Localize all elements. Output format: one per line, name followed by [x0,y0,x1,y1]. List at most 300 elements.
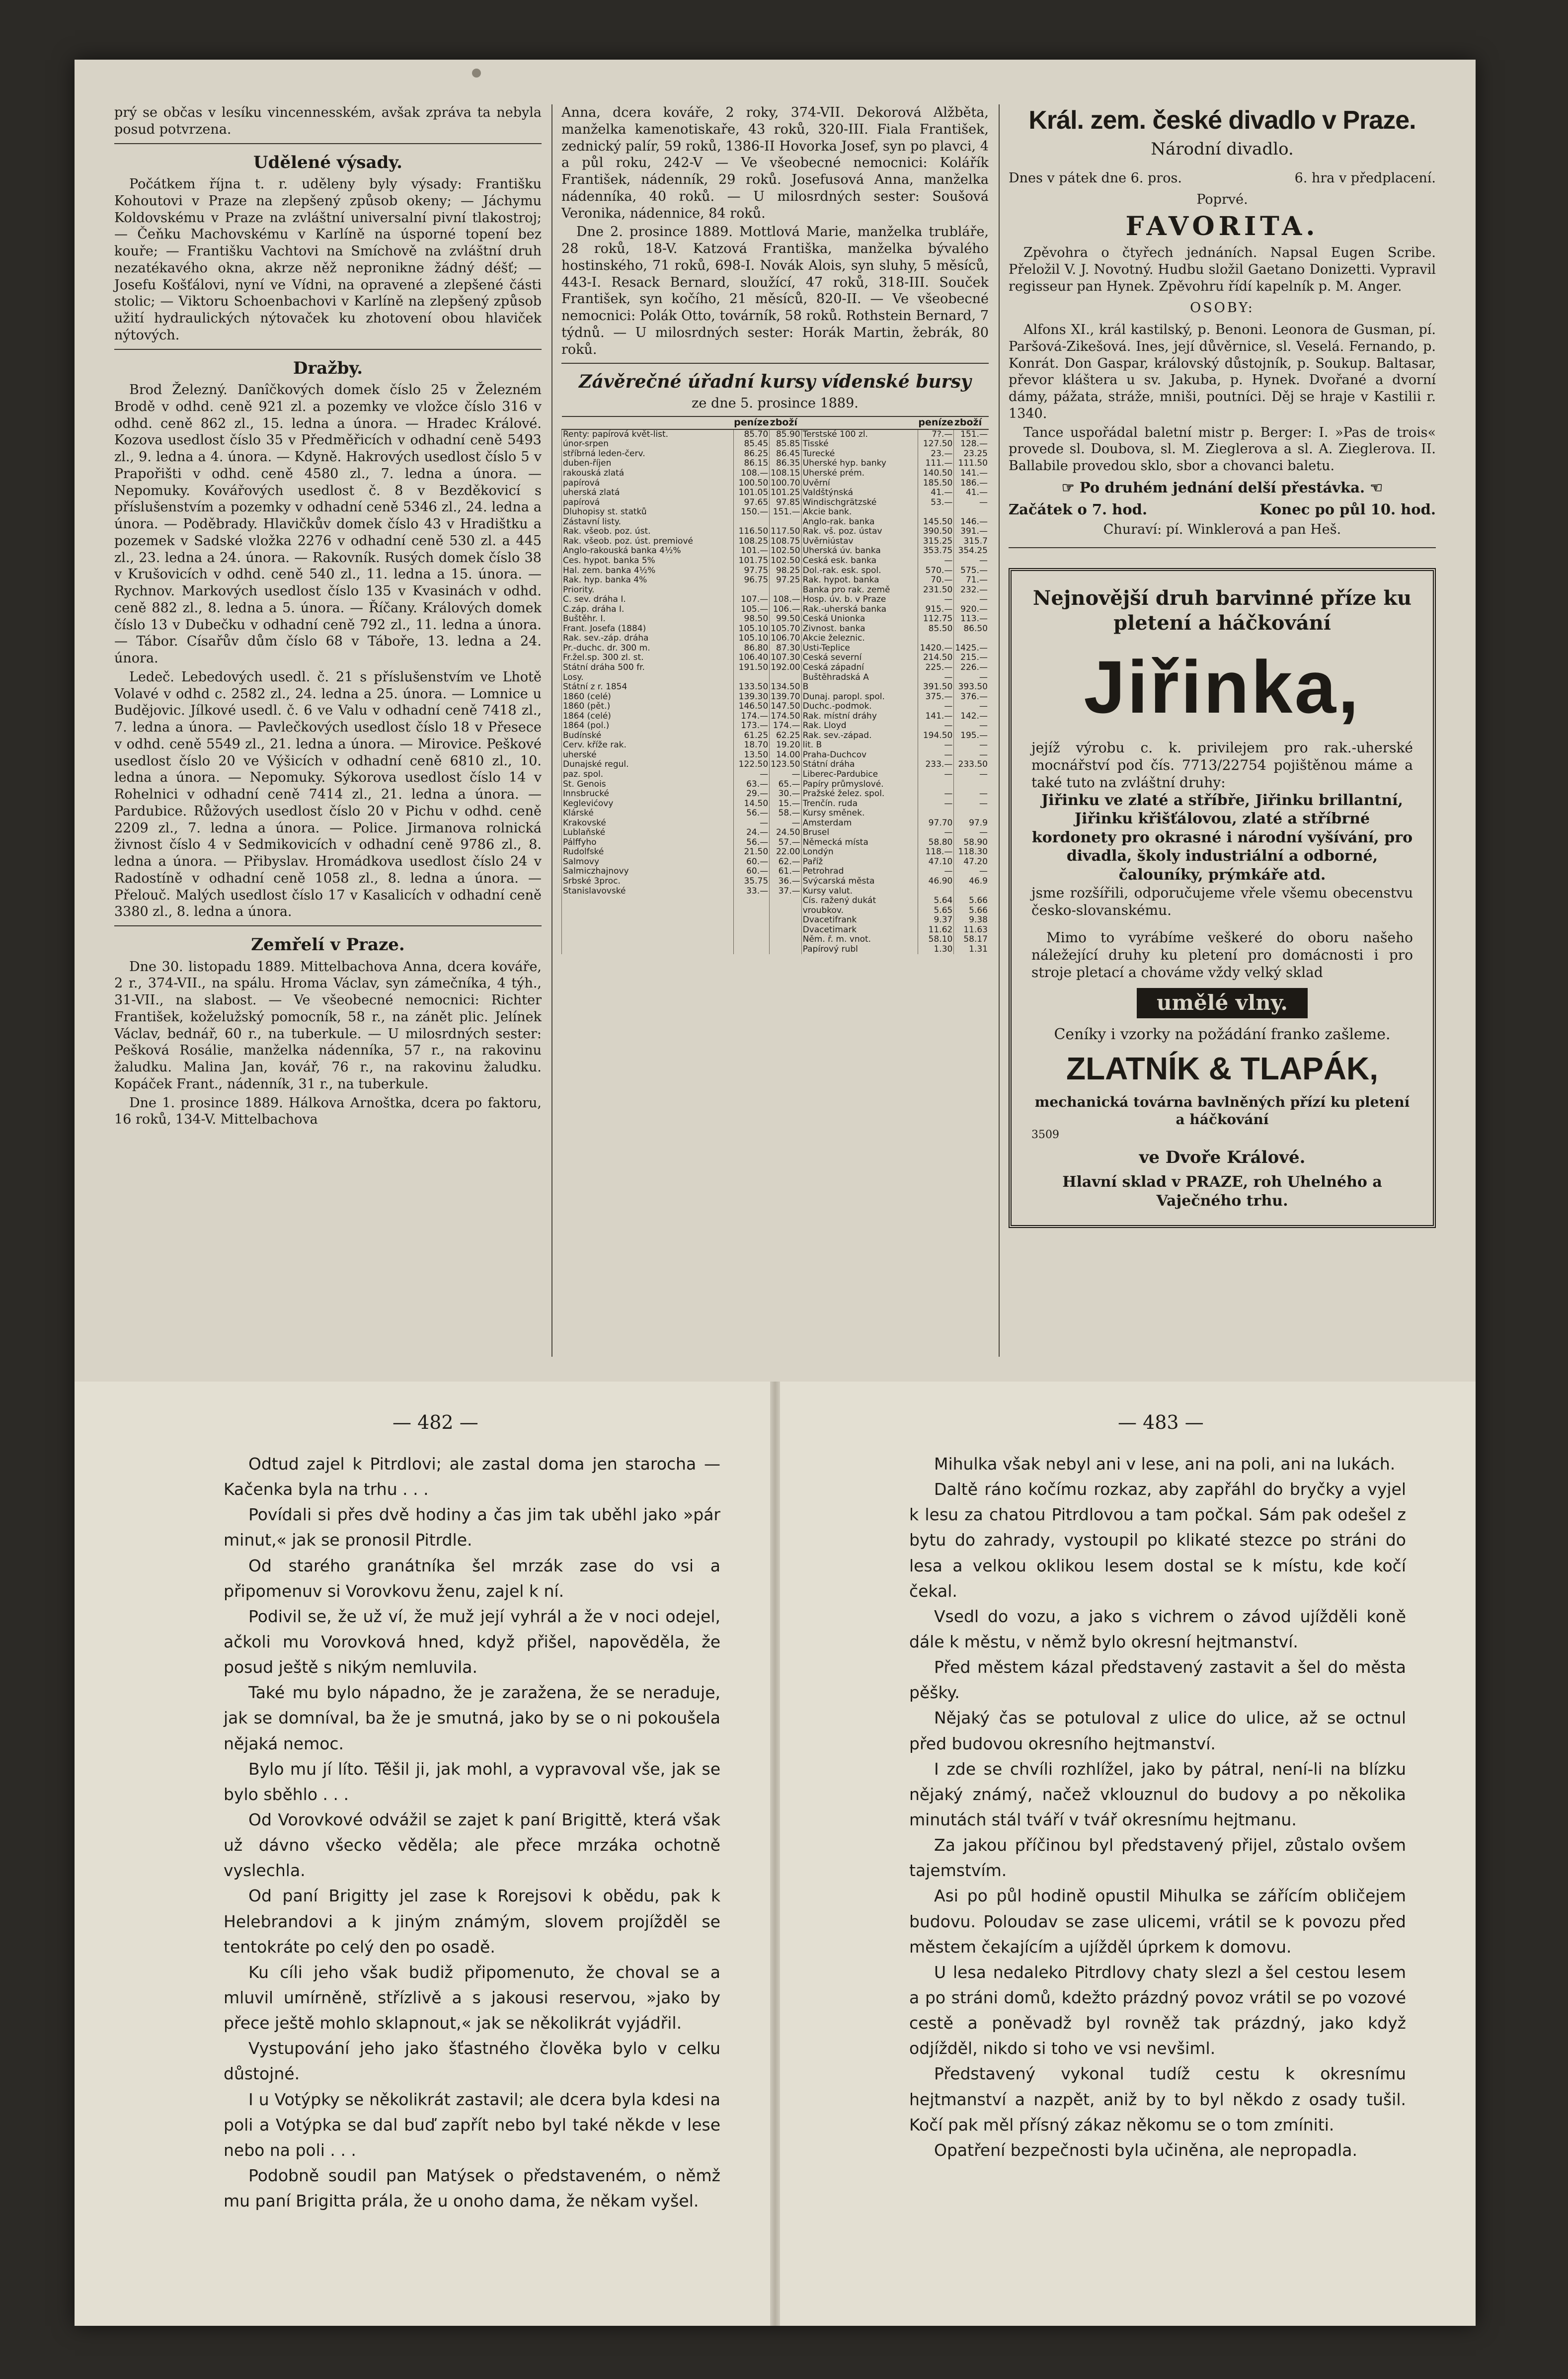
rate-cell: — [954,673,989,683]
table-row [562,731,989,741]
rate-cell: 60.— [733,867,769,877]
rate-cell: Budínské [562,731,734,741]
rate-cell: Papírový rubl [801,945,918,955]
rate-cell: Lublaňské [562,828,734,838]
rate-cell: 142.— [954,712,989,722]
date-line-left: Dnes v pátek dne 6. pros. [1009,170,1182,186]
rate-cell: 63.— [733,780,769,790]
table-row [562,819,989,828]
rate-cell: 61.— [770,867,801,877]
rate-cell: 100.70 [770,479,801,489]
rate-cell: Kursy směnek. [801,809,918,819]
rate-cell: duben-říjen [562,459,734,469]
table-row [562,517,989,527]
rate-cell: 915.— [918,605,953,615]
book-paragraph: Povídali si přes dvě hodiny a čas jim tak uběhl jako »pár minut,« jak se pronosil Pitrdle. [224,1505,720,1550]
rate-cell: 19.20 [770,740,801,750]
rate-cell: 108.15 [770,469,801,479]
rate-cell: 376.— [954,692,989,702]
rate-cell: 195.— [954,731,989,741]
rate-cell: 127.50 [918,439,953,449]
rate-cell: vroubkov. [801,906,918,916]
rate-cell: — [918,867,953,877]
rate-cell: Tisské [801,439,918,449]
rate-cell: 85.50 [918,624,953,634]
rate-cell: — [954,789,989,799]
rate-cell: 173.— [733,721,769,731]
book-paragraph: Představený vykonal tudíž cestu k okresnímu hejtmanství a nazpět, aniž by to byl někdo z osady tušil. Kočí pak měl přísný zákaz někomu se o tom zmíniti. [909,2064,1406,2134]
table-row [562,595,989,605]
rate-cell: 98.25 [770,566,801,576]
rate-cell: 106.— [770,605,801,615]
rate-cell: 108.75 [770,537,801,547]
rate-cell: — [918,595,953,605]
newspaper-column-2 [561,104,989,954]
rate-cell: rakouská zlatá [562,469,734,479]
book-paragraph: Ku cíli jeho však budiž připomenuto, že choval se a mluvil umírněně, střízlivě a s jakousi reservou, »jako by přece ještě mohlo sklapnout,« jak se několikrát vyjádřil. [224,1962,720,2033]
rate-cell: 570.— [918,566,953,576]
rate-cell: 151.— [954,429,989,440]
rate-cell: Č. sev. dráha I. [562,595,734,605]
rate-cell: Klárské [562,809,734,819]
pointing-hand-icon: ☞ [1061,479,1080,496]
table-row [562,469,989,479]
table-row [562,673,989,683]
rate-cell: 58.80 [918,838,953,848]
rate-cell: 141.— [918,712,953,722]
rate-cell: 139.70 [770,692,801,702]
rate-cell: 86.45 [770,449,801,459]
rate-cell: Praha-Duchcov [801,750,918,760]
table-row [562,847,989,857]
rate-cell: Uherské hyp. banky [801,459,918,469]
ad-headline: Nejnovější druh barvinné příze ku pletení a háčkování [1032,586,1412,635]
date-line-right: 6. hra v předplacení. [1294,170,1436,186]
cast-text: Alfons XI., král kastilský, p. Benoni. Leonora de Gusman, pí. Paršová-Zikešová. Ines, její důvěrnice, sl. Veselá. Fernando, p. Konrát. Don Gaspar, královský důstojník, p. Soukup. Baltasar, převor kláštera u sv. Jakuba, p. Hynek. Dvořané a dvorní dámy, pážata, stráže, mniši, poutníci. Děj se hraje v Kastilii r. 1340. [1009,322,1436,421]
rate-cell: 101.25 [770,488,801,498]
rate-cell: papírová [562,498,734,508]
rate-cell: 11.63 [954,925,989,935]
table-row [562,614,989,624]
rate-cell: 391.50 [918,682,953,692]
ad-products: Jiřinku ve zlaté a stříbře, Jiřinku brillantní, Jiřinku křišťálovou, zlaté a stříbrné kordonety pro okrasné i národní vyšívání, pro divadla, školy industriální a odborné, čalouníky, prýmkáře atd. [1031,791,1413,884]
rate-cell: 107.— [733,595,769,605]
rate-cell: St. Genois [562,780,734,790]
rate-cell: Dunajské regul. [562,760,734,770]
rate-cell: Duchc.-podmok. [801,702,918,712]
exchange-rates-table [561,416,989,954]
rate-cell: Úvěrniústav [801,537,918,547]
rate-cell: Srbské 3proc. [562,877,734,887]
rate-cell: Anglo-rak. banka [801,517,918,527]
deaths-continued: Anna, dcera kováře, 2 roky, 374-VII. Dekorová Alžběta, manželka kamenotiskaře, 43 roků, 320-III. Fiala František, zednický palír, 59 roků, 1386-II Hovorka Josef, syn po plavci, 4 a půl roku, 242-V — Ve všeobecné nemocnici: Kolářík František, nádenník, 29 roků. Josefusová Anna, manželka nádenníka, 40 roků. — U milosrdných sester: Soušová Veronika, nádennice, 84 roků. [561,105,989,221]
rate-cell: 139.30 [733,692,769,702]
rate-cell: Rak. sev.-záp. dráha [562,634,734,644]
rate-cell: 99.50 [770,614,801,624]
rate-cell [770,935,801,945]
book-paragraph: Od starého granátníka šel mrzák zase do vsi a připomenuv si Vorovkovu ženu, zajel k ní. [224,1556,720,1601]
rate-cell: 61.25 [733,731,769,741]
rate-cell: 111.— [918,459,953,469]
rate-cell: Rak. všeob. poz. úst. premiové [562,537,734,547]
rate-cell: — [733,819,769,828]
newspaper-column-3 [1009,104,1436,1228]
rate-cell: Stanislavovské [562,887,734,897]
end-time: Konec po půl 10. hod. [1259,501,1436,518]
rate-cell: Č.záp. dráha I. [562,605,734,615]
punch-hole-icon [472,69,481,78]
rate-cell [733,673,769,683]
book-gutter [770,1382,780,2326]
rate-cell: 46.9 [954,877,989,887]
rate-cell: 575.— [954,566,989,576]
rate-cell: Anglo-rakouská banka 4½% [562,546,734,556]
rate-cell: 118.30 [954,847,989,857]
rate-cell: 41.— [954,488,989,498]
rate-cell: 233.— [918,760,953,770]
newspaper-page [114,104,1436,1367]
rate-cell: 108.— [733,469,769,479]
column-divider [999,104,1000,1357]
table-row [562,887,989,897]
book-paragraph: Podobně soudil pan Matýsek o představeném, o němž mu paní Brigitta prála, že u onoho dama, že někam vyšel. [224,2165,720,2211]
rate-cell: Ústi-Teplice [801,644,918,654]
rate-cell: lit. B [801,740,918,750]
rate-cell: 391.— [954,527,989,537]
rate-cell: 145.50 [918,517,953,527]
book-paragraph: Asi po půl hodině opustil Mihulka se zářícím obličejem budovu. Poloudav se zase ulicemi, vrátil se k povozu před městem čekajícím a ujížděl úprkem k domovu. [909,1886,1406,1957]
book-paragraph: Podivil se, že už ví, že muž její vyhrál a že v noci odejel, ačkoli mu Vorovková hned, když přišel, napověděla, že posud ještě s nikým nemluvila. [224,1606,720,1677]
rate-cell: 133.50 [733,682,769,692]
rate-cell: 35.75 [733,877,769,887]
rate-cell [770,673,801,683]
rate-cell: 1860 (pět.) [562,702,734,712]
rates-header-row [562,416,989,429]
table-row [562,682,989,692]
rate-cell: Česká severní [801,653,918,663]
premiere-label: Poprvé. [1196,192,1248,208]
rate-cell: 5.64 [918,896,953,906]
rate-cell: Dol.-rak. esk. spol. [801,566,918,576]
rate-cell: — [918,702,953,712]
intermission-note: ☞ Po druhém jednání delší přestávka. ☜ [1061,479,1383,496]
rate-cell: Renty: papírová květ-list. [562,429,734,440]
table-row [562,537,989,547]
rate-cell: 86.25 [733,449,769,459]
book-paragraph: Za jakou příčinou byl představený přijel, zůstalo ovšem tajemstvím. [909,1835,1406,1881]
rate-cell: 71.— [954,575,989,585]
rate-cell: 106.40 [733,653,769,663]
book-paragraph: U lesa nedaleko Pitrdlovy chaty slezl a šel cestou lesem a po stráni domů, kdežto prázdný povoz vrátil se po vozové cestě a poněvadž byl rovněž tak prázdný, jako když odjížděl, nikdo si toho ve vsi nevšiml. [909,1962,1406,2058]
rate-cell: 232.— [954,585,989,595]
rate-cell: 151.— [770,507,801,517]
rate-cell: Londýn [801,847,918,857]
rate-cell: 192.00 [770,663,801,673]
privileges-heading: Udělené výsady. [253,152,402,172]
rate-cell: 85.70 [733,429,769,440]
rate-cell: 5.65 [918,906,953,916]
table-row [562,780,989,790]
ad-firm-desc: mechanická továrna bavlněných přízí ku pletení a háčkování [1034,1094,1410,1128]
table-row [562,740,989,750]
rate-cell: Buštěhr. I. [562,614,734,624]
rate-cell: 62.— [770,857,801,867]
rate-cell: Uherská úv. banka [801,546,918,556]
rate-cell: Priority. [562,585,734,595]
rate-cell: 102.50 [770,556,801,566]
rate-cell: Rak. všeob. poz. úst. [562,527,734,537]
rate-cell: 96.75 [733,575,769,585]
rate-cell: Kursy valut. [801,887,918,897]
rates-header-cell [801,416,918,429]
ballet-text: Tance uspořádal baletní mistr p. Berger: I. »Pas de trois« provede sl. Doubova, sl. M. Zieglerova a sl. A. Zieglerova. II. Ballabile provedou sklo, sbor a chovanci baletu. [1009,424,1436,474]
table-row [562,867,989,877]
rate-cell: Dluhopisy st. statků [562,507,734,517]
table-row [562,556,989,566]
rate-cell: 354.25 [954,546,989,556]
rate-cell: 118.— [918,847,953,857]
date-line [1009,170,1436,187]
rate-cell: 62.25 [770,731,801,741]
rate-cell [562,906,734,916]
rate-cell: Valdštýnská [801,488,918,498]
advertisement [1009,568,1436,1228]
rate-cell [954,507,989,517]
rate-cell: Liberec-Pardubice [801,770,918,780]
rate-cell [733,585,769,595]
table-row [562,498,989,508]
rate-cell: — [954,498,989,508]
rate-cell: 128.— [954,439,989,449]
rate-cell: 58.17 [954,935,989,945]
table-row [562,945,989,955]
book-paragraph: Před městem kázal představený zastavit a šel do města pěšky. [909,1657,1406,1703]
intro-text: prý se občas v lesíku vincennesském, avšak zpráva ta nebyla posud potvrzena. [114,105,542,137]
rate-cell: 108.— [770,595,801,605]
page-number-right: — 483 — [1118,1411,1204,1433]
rate-cell: 85.85 [770,439,801,449]
rate-cell: — [954,750,989,760]
rate-cell: Hosp. úv. b. v Praze [801,595,918,605]
table-row [562,546,989,556]
table-row [562,809,989,819]
rate-cell: 101.75 [733,556,769,566]
rate-cell: 393.50 [954,682,989,692]
ad-warehouse: Hlavní sklad v PRAZE, roh Uhelného a Vaječného trhu. [1062,1173,1382,1210]
rate-cell: 1425.— [954,644,989,654]
rate-cell: 101.05 [733,488,769,498]
table-row [562,789,989,799]
rate-cell: 105.70 [770,624,801,634]
rate-cell: Rak. Lloyd [801,721,918,731]
cast-heading: OSOBY: [1190,300,1254,316]
rate-cell: Petrohrad [801,867,918,877]
book-paragraph: Daltě ráno kočímu rozkaz, aby zapřáhl do bryčky a vyjel k lesu za chatou Pitrdlovou a tam počkal. Sám pak odešel z bytu do zahrady, vystoupil po klikaté stezce po stráni do lesa a velkou oklikou lesem dostal se k místu, kde kočí čekal. [909,1479,1406,1601]
rate-cell [918,634,953,644]
rate-cell: 41.— [918,488,953,498]
rate-cell: 186.— [954,479,989,489]
pointing-hand-icon: ☜ [1365,479,1383,496]
deaths-heading: Zemřelí v Praze. [251,935,405,955]
rate-cell [733,517,769,527]
rate-cell: Státní dráha 500 fr. [562,663,734,673]
rate-cell: Turecké [801,449,918,459]
table-row [562,479,989,489]
rate-cell: Salmovy [562,857,734,867]
table-row [562,624,989,634]
rate-cell: 11.62 [918,925,953,935]
ad-location: ve Dvoře Králové. [1139,1147,1306,1167]
table-row [562,634,989,644]
rate-cell: 60.— [733,857,769,867]
rate-cell [918,507,953,517]
rate-cell: 116.50 [733,527,769,537]
time-line [1009,500,1436,518]
rate-cell: Innsbrucké [562,789,734,799]
rate-cell: 56.— [733,809,769,819]
book-paragraph: Od Vorovkové odvážil se zajet k paní Brigittě, která však už dávno všecko věděla; ale přece mrzáka ochotně vyslechla. [224,1809,720,1881]
rate-cell: 194.50 [918,731,953,741]
table-row [562,702,989,712]
rate-cell: uherské [562,750,734,760]
rate-cell: Cís. ražený dukát [801,896,918,906]
newspaper-column-1 [114,104,542,1130]
rate-cell: — [918,789,953,799]
rate-cell: 29.— [733,789,769,799]
rate-cell: 58.90 [954,838,989,848]
rate-cell: 215.— [954,653,989,663]
table-row [562,857,989,867]
deaths-text: Dne 30. listopadu 1889. Mittelbachova Anna, dcera kováře, 2 r., 374-VII., na spálu. Hroma Václav, syn zámečníka, 4 týh., 31-VII., na slabost. — Ve všeobecné nemocnici: Richter František, koželužský pomocník, 58 r., na zánět plic. Jelínek Václav, bednář, 60 r., na tuberkule. — U milosrdných sester: Pešková Rosálie, manželka nádenníka, 57 r., na rakovinu žaludku. Malina Jan, kovář, 76 r., na rakovinu žaludku. Kopáček Frant., nádenník, 31 r., na tuberkule. [114,959,542,1092]
rate-cell: Dvacetimark [801,925,918,935]
rate-cell [918,780,953,790]
table-row [562,488,989,498]
rate-cell: 920.— [954,605,989,615]
rate-cell: 97.85 [770,498,801,508]
rate-cell: 105.— [733,605,769,615]
rate-cell [733,896,769,906]
rate-cell: — [954,702,989,712]
rate-cell: — [954,867,989,877]
rate-cell: Rak. hyp. banka 4% [562,575,734,585]
rate-cell: 46.90 [918,877,953,887]
rate-cell: Paříž [801,857,918,867]
rate-cell: 14.50 [733,799,769,809]
ad-text-2: jsme rozšířili, odporučujeme vřele všemu obecenstvu česko-slovanskému. [1031,885,1413,918]
rate-cell: 141.— [954,469,989,479]
page-number-left: — 482 — [392,1411,478,1433]
table-row [562,644,989,654]
rate-cell: 97.65 [733,498,769,508]
table-row [562,935,989,945]
rate-cell: 353.75 [918,546,953,556]
rate-cell: Čes. hypot. banka 5% [562,556,734,566]
rate-cell: Zástavní listy. [562,517,734,527]
deaths-text-3: Dne 2. prosince 1889. Mottlová Marie, manželka trubláře, 28 roků, 18-V. Katzová Františka, manželka bývalého hostinského, 71 roků, 698-I. Novák Alois, syn sluhy, 5 měsíců, 443-I. Resack Bernard, sloužící, 47 roků, 318-III. Souček František, syn kočího, 21 měsíců, 820-II. — Ve všeobecné nemocnici: Polák Otto, továrník, 58 roků. Rothstein Bernard, 7 týdnů. — U milosrdných sester: Horák Martin, žebrák, 80 roků. [561,224,989,357]
ad-brand: Jiřinka, [1084,645,1361,729]
table-row [562,575,989,585]
rate-cell: Rak.-uherská banka [801,605,918,615]
theatre-subtitle: Národní divadlo. [1151,139,1294,159]
book-paragraph: Odtud zajel k Pitrdlovi; ale zastal doma jen starocha — Kačenka byla na trhu . . . [224,1454,720,1499]
rate-cell: 102.50 [770,546,801,556]
rate-cell: 191.50 [733,663,769,673]
rate-cell: 101.— [733,546,769,556]
rate-cell: 146.50 [733,702,769,712]
rate-cell: Banka pro rak. země [801,585,918,595]
rate-cell [733,925,769,935]
rate-cell: Fr.žel.sp. 300 zl. st. [562,653,734,663]
rate-cell: — [733,770,769,780]
rates-title: Závěrečné úřadní kursy vídenské bursy [579,371,971,393]
rate-cell: 56.— [733,838,769,848]
rate-cell: 122.50 [733,760,769,770]
rate-cell [770,915,801,925]
deaths-text-2: Dne 1. prosince 1889. Hálkova Arnoštka, dcera po faktoru, 16 roků, 134-V. Mittelbachova [114,1095,542,1128]
rate-cell: — [770,819,801,828]
rate-cell: 105.10 [733,634,769,644]
rate-cell: 231.50 [918,585,953,595]
rate-cell: Rak. hypot. banka [801,575,918,585]
rate-cell: 185.50 [918,479,953,489]
rate-cell: 86.35 [770,459,801,469]
scanned-sheet [75,60,1476,2326]
rate-cell: — [954,740,989,750]
rate-cell: Salmiczhajnovy [562,867,734,877]
rate-cell: Dvacetifrank [801,915,918,925]
rate-cell: Česká esk. banka [801,556,918,566]
book-paragraph: I zde se chvíli rozhlížel, jako by pátral, není-li na blízku nějaký známý, načež vklouznul do budovy a po několika minutách stál tváří v tvář okresnímu hejtmanu. [909,1759,1406,1829]
privileges-text: Počátkem října t. r. uděleny byly výsady: Františku Kohoutovi v Praze na zlepšený způsob okeny; — Jáchymu Koldovskému v Praze na zvláštní universalní pivní tlakostroj; — Čeňku Machovskému v Karlíně na úsporné topení bez kouře; — Františku Vachtovi na Smíchově na zvláštní druh nezatékavého okna, akrze něž nepronikne žádný déšť; — Josefu Košťálovi, nyní ve Vídni, na opravené a zlepšené části stolic; — Viktoru Schoenbachovi v Karlíně na zlepšený způsob užití hydraulických nýtovaček ku zhotovení obou hlaviček nýtových. [114,176,542,343]
rate-cell: — [954,721,989,731]
rate-cell: 1864 (celé) [562,712,734,722]
rate-cell: Něm. ř. m. vnot. [801,935,918,945]
table-row [562,915,989,925]
rate-cell [954,634,989,644]
table-row [562,721,989,731]
book-paragraph: Bylo mu jí líto. Těšil ji, jak mohl, a vypravoval vše, jak se bylo sběhlo . . . [224,1759,720,1804]
table-row [562,527,989,537]
book-paragraph: I u Votýpky se několikrát zastavil; ale dcera byla kdesi na poli a Votýpka se dal buď zapřít nebo byl také někde v lese nebo na poli . . . [224,2089,720,2160]
rate-cell: Pr.-duchc. dr. 300 m. [562,644,734,654]
table-row [562,692,989,702]
rate-cell: 214.50 [918,653,953,663]
book-right-page [909,1451,1406,2163]
rates-header-cell: peníze [733,416,769,429]
rate-cell: 23.— [918,449,953,459]
rate-cell: — [770,770,801,780]
rate-cell: 97.70 [918,819,953,828]
rate-cell: 36.— [770,877,801,887]
rate-cell: 108.25 [733,537,769,547]
table-row [562,750,989,760]
table-row [562,439,989,449]
rate-cell: 390.50 [918,527,953,537]
rate-cell: Živnost. banka [801,624,918,634]
rate-cell [562,896,734,906]
rate-cell: Krakovské [562,819,734,828]
rates-date: ze dne 5. prosince 1889. [692,396,859,411]
ad-text-1: jejíž výrobu c. k. privilejem pro rak.-uherské mocnářství pod čís. 7713/22754 pojištěnou máme a také tuto na zvláštní druhy: [1031,739,1413,791]
rate-cell: — [954,595,989,605]
rate-cell [770,945,801,955]
rates-header-cell: zboží [954,416,989,429]
rate-cell: 85.90 [770,429,801,440]
rates-header-cell: peníze [918,416,953,429]
rate-cell: — [918,828,953,838]
rate-cell: — [918,740,953,750]
table-row [562,760,989,770]
